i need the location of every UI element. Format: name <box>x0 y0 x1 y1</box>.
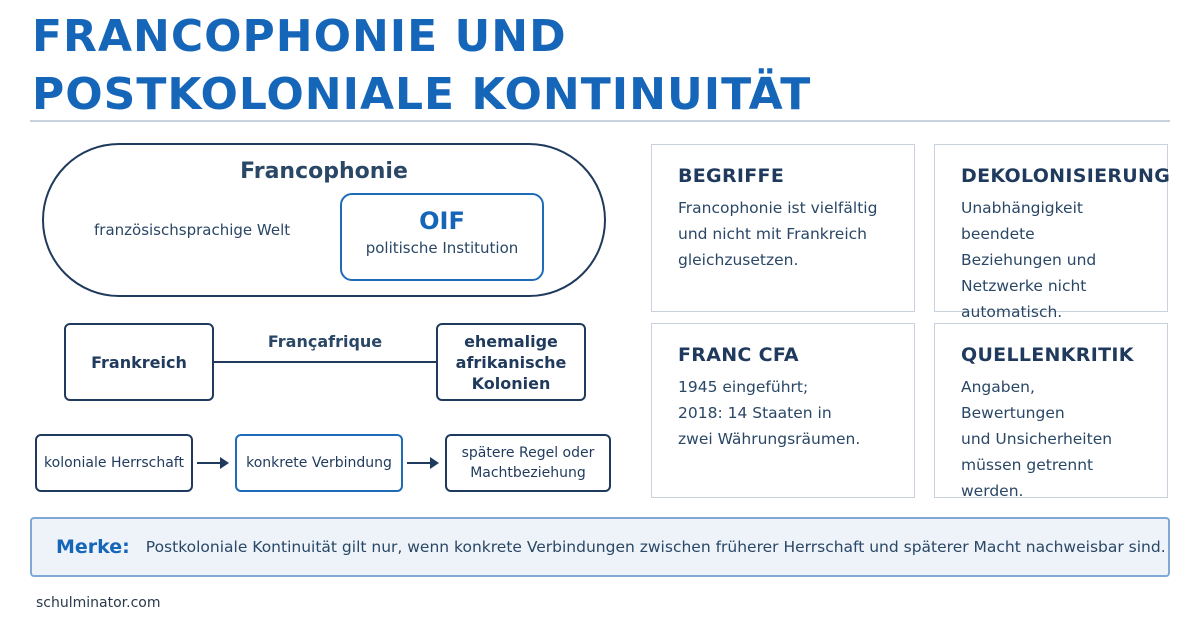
francophonie-title: Francophonie <box>240 159 408 184</box>
footer-source: schulminator.com <box>36 595 161 611</box>
card-line: zwei Währungsräumen. <box>678 430 861 448</box>
kolonien-line-2: afrikanische <box>455 352 567 372</box>
card-title: DEKOLONISIERUNG <box>961 165 1171 187</box>
flow-arrow-icon-1 <box>197 462 227 464</box>
card-title: FRANC CFA <box>678 344 799 366</box>
oif-box <box>340 193 544 281</box>
card-line: Beziehungen und <box>961 251 1097 269</box>
page-title-line-2: POSTKOLONIALE KONTINUITÄT <box>32 69 812 120</box>
flow-step-2-label: konkrete Verbindung <box>246 455 392 471</box>
card-line: Netzwerke nicht <box>961 277 1087 295</box>
card-line: 1945 eingeführt; <box>678 378 809 396</box>
card-line: gleichzusetzen. <box>678 251 799 269</box>
page-title-line-1: FRANCOPHONIE UND <box>32 11 567 62</box>
oif-subtitle: politische Institution <box>365 239 519 257</box>
flow-step-1-label: koloniale Herrschaft <box>44 455 184 471</box>
card-title: BEGRIFFE <box>678 165 785 187</box>
card-franc-cfa <box>651 323 915 498</box>
card-line: Unabhängigkeit beendete <box>961 199 1083 243</box>
francafrique-connector <box>214 361 436 363</box>
francophonie-container <box>42 143 606 297</box>
flow-step-spaetere-regel <box>445 434 611 492</box>
card-line: 2018: 14 Staaten in <box>678 404 832 422</box>
francophonie-subtitle: französischsprachige Welt <box>94 221 291 239</box>
flow-step-3-line-2: Machtbeziehung <box>470 465 586 481</box>
page-title <box>32 8 811 124</box>
card-begriffe <box>651 144 915 312</box>
card-line: Angaben, Bewertungen <box>961 378 1065 422</box>
flow-step-konkrete-verbindung <box>235 434 403 492</box>
francafrique-label: Françafrique <box>267 332 383 351</box>
kolonien-box <box>436 323 586 401</box>
flow-step-koloniale-herrschaft <box>35 434 193 492</box>
kolonien-line-3: Kolonien <box>471 373 551 393</box>
flow-step-3-line-1: spätere Regel oder <box>461 445 595 461</box>
card-line: und nicht mit Frankreich <box>678 225 867 243</box>
merke-label: Merke: <box>56 536 130 558</box>
card-dekolonisierung <box>934 144 1171 321</box>
card-line: Francophonie ist vielfältig <box>678 199 878 217</box>
kolonien-line-1: ehemalige <box>464 331 558 351</box>
frankreich-box <box>64 323 214 401</box>
card-quellenkritik <box>934 323 1168 498</box>
card-line: automatisch. <box>961 303 1063 321</box>
merke-text: Postkoloniale Kontinuität gilt nur, wenn konkrete Verbindungen zwischen früherer Herrschaft und späterer Macht nachweisbar sind. <box>145 538 1166 556</box>
card-line: und Unsicherheiten <box>961 430 1113 448</box>
flow-arrow-icon-2 <box>407 462 437 464</box>
card-title: QUELLENKRITIK <box>961 344 1134 366</box>
title-divider <box>30 120 1170 122</box>
card-line: müssen getrennt werden. <box>961 456 1094 500</box>
oif-title: OIF <box>419 207 465 235</box>
merke-box <box>30 517 1170 577</box>
frankreich-label: Frankreich <box>91 352 187 372</box>
